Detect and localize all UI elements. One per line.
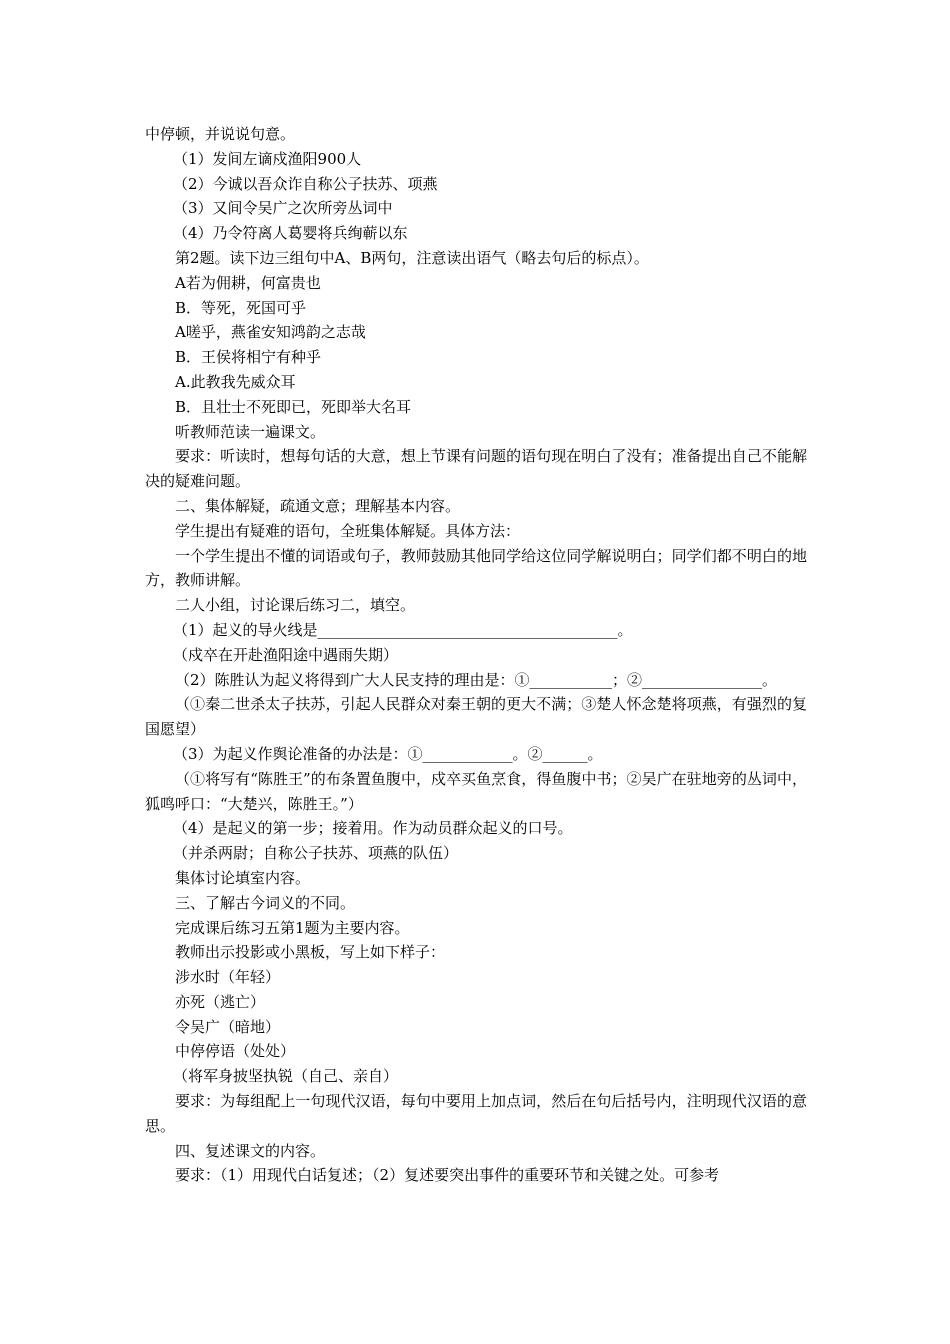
text-paragraph-21: （2）陈胜认为起义将得到广大人民支持的理由是：①___________；②________________。: [175, 670, 778, 689]
text-line-25: （4）是起义的第一步；接着用。作为动员群众起义的口号。: [173, 819, 573, 838]
text-line-30: 教师出示投影或小黑板，写上如下样子：: [175, 943, 446, 962]
text-line-13: 听教师范读一遍课文。: [175, 422, 326, 441]
text-line-18: 二人小组，讨论课后练习二，填空。: [175, 596, 416, 615]
text-line-20: （戍卒在开赴渔阳途中遇雨失期）: [173, 645, 399, 664]
text-line-38: 要求：（1）用现代白话复述；（2）复述要突出事件的重要环节和关键之处。可参考: [175, 1166, 720, 1185]
text-line-16: 学生提出有疑难的语句，全班集体解疑。具体方法：: [175, 521, 521, 540]
text-line-12: B．且壮士不死即已，死即举大名耳: [175, 397, 412, 416]
text-line-3: （2）今诚以吾众诈自称公子扶苏、项燕: [173, 174, 438, 193]
text-line-1: 中停顿，并说说句意。: [145, 125, 296, 143]
text-line-31: 涉水时（年轻）: [175, 968, 281, 987]
text-line-2: （1）发间左谪戍渔阳900人: [173, 149, 362, 168]
text-line-27: 集体讨论填室内容。: [175, 868, 311, 887]
text-line-23: （3）为起义作舆论准备的办法是：①____________。②______。: [173, 744, 603, 763]
text-line-11: A.此教我先威众耳: [175, 372, 296, 391]
text-line-34: 中停停语（处处）: [175, 1042, 296, 1061]
text-line-15: 二、集体解疑，疏通文意；理解基本内容。: [175, 496, 461, 515]
text-paragraph-22: （①秦二世杀太子扶苏，引起人民群众对秦王朝的更大不满；③楚人怀念楚将项燕，有强烈的复国愿望）: [145, 695, 807, 739]
text-line-8: B．等死，死国可乎: [175, 298, 307, 317]
text-line-7: A若为佣耕，何富贵也: [175, 273, 321, 292]
text-line-37: 四、复述课文的内容。: [175, 1141, 326, 1160]
text-line-19: （1）起义的导火线是________________________________________。: [173, 620, 633, 639]
text-paragraph-36: 要求：为每组配上一句现代汉语，每句中要用上加点词，然后在句后括号内，注明现代汉语的意思。: [145, 1092, 807, 1135]
text-paragraph-17: 一个学生提出不懂的词语或句子，教师鼓励其他同学给这位同学解说明白；同学们都不明白的地方，教师讲解。: [145, 546, 807, 590]
document-page: [145, 122, 807, 1188]
text-line-33: 令吴广（暗地）: [175, 1017, 281, 1036]
text-paragraph-24: （①将写有“陈胜王”的布条置鱼腹中，戍卒买鱼烹食，得鱼腹中书；②吴广在驻地旁的丛词中，狐鸣呼口：“大楚兴，陈胜王。”）: [145, 769, 807, 813]
text-line-4: （3）又间令吴广之次所旁丛词中: [173, 199, 393, 218]
text-line-32: 亦死（逃亡）: [175, 992, 266, 1011]
text-line-9: A嗟乎，燕雀安知鸿韵之志哉: [175, 323, 366, 342]
text-line-28: 三、了解古今词义的不同。: [175, 893, 356, 912]
text-line-29: 完成课后练习五第1题为主要内容。: [175, 918, 410, 937]
text-line-5: （4）乃令符离人葛婴将兵绚蕲以东: [173, 224, 408, 243]
text-line-26: （并杀两尉；自称公子扶苏、项燕的队伍）: [173, 844, 459, 863]
text-line-10: B．王侯将相宁有种乎: [175, 348, 322, 367]
text-line-6: 第2题。读下边三组句中A、B两句，注意读出语气（略去句后的标点）。: [175, 248, 649, 267]
text-paragraph-14: 要求：听读时，想每句话的大意，想上节课有问题的语句现在明白了没有；准备提出自己不能解决的疑难问题。: [145, 447, 807, 491]
text-line-35: （将军身披坚执锐（自己、亲自）: [173, 1067, 399, 1086]
